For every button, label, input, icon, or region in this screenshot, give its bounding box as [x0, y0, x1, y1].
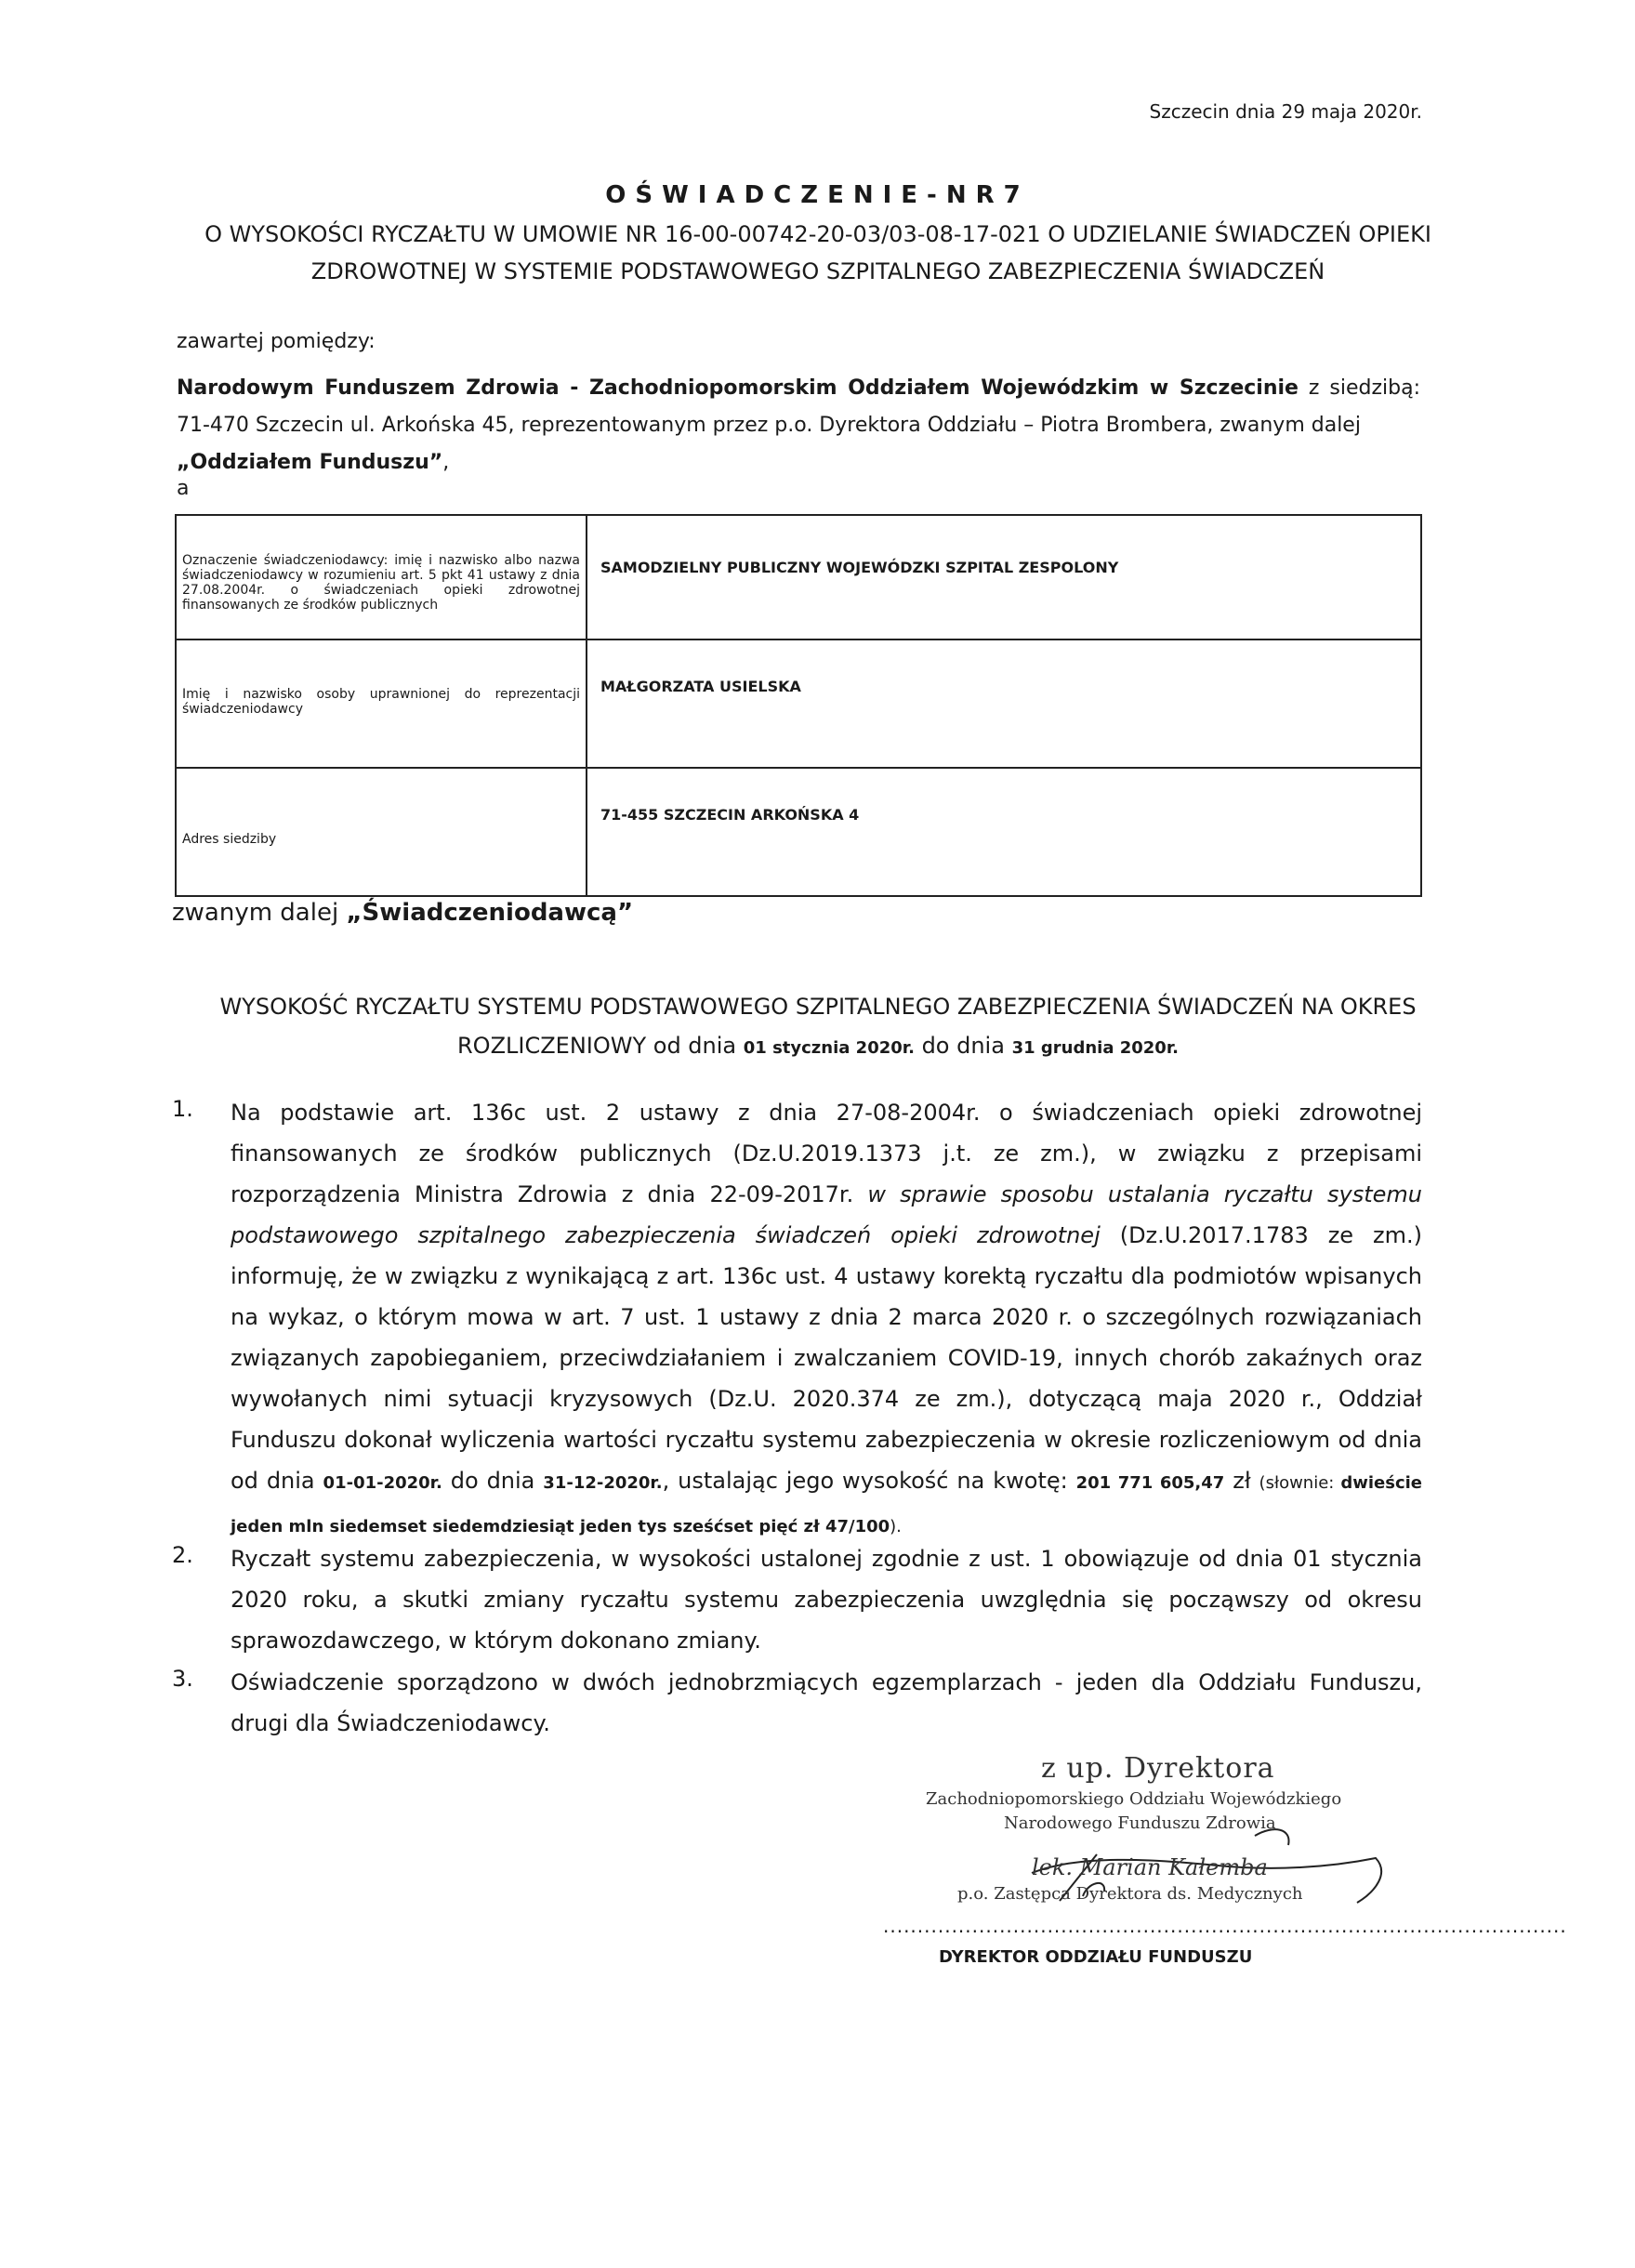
intro-text: zawartej pomiędzy: [177, 330, 376, 353]
stamp-line-3: Narodowego Funduszu Zdrowia [1004, 1813, 1276, 1833]
words-prefix: (słownie: [1259, 1473, 1341, 1493]
list-item [172, 1538, 1422, 1664]
table-row [177, 640, 1420, 769]
list-item [172, 1092, 1422, 1536]
provider-alias [172, 899, 633, 927]
item1-text-d: , ustalając jego wysokość na kwotę: [662, 1468, 1076, 1494]
document-title: OŚWIADCZENIE-NR7 [605, 181, 1030, 209]
table-label: Adres siedziby [182, 832, 277, 847]
period-sep: do dnia [914, 1033, 1012, 1059]
table-value: SAMODZIELNY PUBLICZNY WOJEWÓDZKI SZPITAL ZESPOLONY [600, 559, 1119, 576]
table-divider [586, 640, 587, 767]
item1-text-c: do dnia [442, 1468, 544, 1494]
alias-name: „Świadczeniodawcą” [346, 899, 634, 927]
table-row [177, 769, 1420, 895]
list-number: 3. [172, 1666, 193, 1692]
section-heading-line-2 [158, 1026, 1478, 1068]
document-date: Szczecin dnia 29 maja 2020r. [1149, 100, 1422, 123]
stamp-line-4: lek. Marian Kałemba [1032, 1854, 1268, 1880]
amount-value: 201 771 605,47 [1075, 1473, 1225, 1493]
oddzial-tail: , [442, 451, 450, 474]
period-label: ROZLICZENIOWY od dnia [457, 1033, 744, 1059]
nfz-details: z siedzibą: 71-470 Szczecin ul. Arkońska 45, reprezentowanym przez p.o. Dyrektora Oddziału – Piotra Brombera, zwanym dalej [177, 376, 1420, 437]
signature-line: .................................................................................................... [883, 1915, 1567, 1937]
conjunction-a: a [177, 477, 190, 500]
subtitle-line-1: O WYSOKOŚCI RYCZAŁTU W UMOWIE NR 16-00-00742-20-03/03-08-17-021 O UDZIELANIE ŚWIADCZEŃ OPIEKI [204, 221, 1431, 247]
currency: zł [1224, 1468, 1259, 1494]
table-label: Oznaczenie świadczeniodawcy: imię i nazwisko albo nazwa świadczeniodawcy w rozumieniu art. 5 pkt 41 ustawy z dnia 27.08.2004r. o świadczeniach opieki zdrowotnej finansowanych ze środków publicznych [182, 553, 580, 613]
provider-table [175, 514, 1422, 897]
table-value: 71-455 SZCZECIN ARKOŃSKA 4 [600, 806, 860, 824]
regulation-title: w sprawie sposobu ustalania ryczałtu systemu podstawowego szpitalnego zabezpieczenia świadczeń opieki zdrowotnej [231, 1181, 1422, 1248]
nfz-name: Narodowym Funduszem Zdrowia - Zachodniopomorskim Oddziałem Wojewódzkim w Szczecinie [177, 376, 1299, 400]
item1-text-b: (Dz.U.2017.1783 ze zm.) informuję, że w związku z wynikającą z art. 136c ust. 4 ustawy korektą ryczałtu dla podmiotów wpisanych na wykaz, o którym mowa w art. 7 ust. 1 ustawy z dnia 2 marca 2020 r. o szczególnych rozwiązaniach związanych zapobieganiem, przeciwdziałaniem i zwalczaniem COVID-19, innych chorób zakaźnych oraz wywołanych nimi sytuacji kryzysowych (Dz.U. 2020.374 ze zm.), dotyczącą maja 2020 r., Oddział Funduszu dokonał wyliczenia wartości ryczałtu systemu zabezpieczenia w okresie rozliczeniowym od dnia od dnia [231, 1222, 1422, 1494]
table-label: Imię i nazwisko osoby uprawnionej do reprezentacji świadczeniodawcy [182, 687, 580, 717]
parties-paragraph [177, 370, 1420, 481]
stamp-line-2: Zachodniopomorskiego Oddziału Wojewódzkiego [926, 1789, 1342, 1809]
director-label: DYREKTOR ODDZIAŁU FUNDUSZU [939, 1947, 1253, 1967]
period-to: 31 grudnia 2020r. [1011, 1038, 1179, 1058]
date-to: 31-12-2020r. [543, 1473, 663, 1493]
item1-text-a: Na podstawie art. 136c ust. 2 ustawy z dnia 27-08-2004r. o świadczeniach opieki zdrowotnej finansowanych ze środków publicznych (Dz.U.2019.1373 j.t. ze zm.), w związku z przepisami rozporządzenia Ministra Zdrowia z dnia 22-09-2017r. [231, 1100, 1422, 1207]
list-body: Oświadczenie sporządzono w dwóch jednobrzmiących egzemplarzach - jeden dla Oddziału Funduszu, drugi dla Świadczeniodawcy. [231, 1669, 1422, 1736]
list-body: Ryczałt systemu zabezpieczenia, w wysokości ustalonej zgodnie z ust. 1 obowiązuje od dnia 01 stycznia 2020 roku, a skutki zmiany ryczałtu systemu zabezpieczenia uwzględnia się począwszy od okresu sprawozdawczego, w którym dokonano zmiany. [231, 1546, 1422, 1654]
table-divider [586, 516, 587, 639]
list-number: 2. [172, 1542, 193, 1568]
section-heading [158, 987, 1478, 1068]
list-number: 1. [172, 1096, 193, 1122]
list-body [231, 1092, 1422, 1548]
list-item [172, 1662, 1422, 1746]
oddzial-funduszu: „Oddziałem Funduszu” [177, 451, 443, 474]
stamp-line-5: p.o. Zastępca Dyrektora ds. Medycznych [957, 1884, 1303, 1904]
date-from: 01-01-2020r. [323, 1473, 442, 1493]
table-row [177, 516, 1420, 640]
document-subtitle [149, 216, 1487, 290]
alias-prefix: zwanym dalej [172, 899, 347, 927]
period-from: 01 stycznia 2020r. [743, 1038, 915, 1058]
words-suffix: ). [890, 1517, 902, 1536]
subtitle-line-2: ZDROWOTNEJ W SYSTEMIE PODSTAWOWEGO SZPITALNEGO ZABEZPIECZENIA ŚWIADCZEŃ [310, 258, 1325, 284]
section-heading-line-1: WYSOKOŚĆ RYCZAŁTU SYSTEMU PODSTAWOWEGO SZPITALNEGO ZABEZPIECZENIA ŚWIADCZEŃ NA OKRES [219, 994, 1417, 1020]
stamp-line-1: z up. Dyrektora [1041, 1752, 1275, 1785]
table-value: MAŁGORZATA USIELSKA [600, 678, 801, 695]
table-divider [586, 769, 587, 895]
amount-in-words: dwieście jeden mln siedemset siedemdziesiąt jeden tys sześćset pięć zł 47/100 [231, 1473, 1422, 1536]
